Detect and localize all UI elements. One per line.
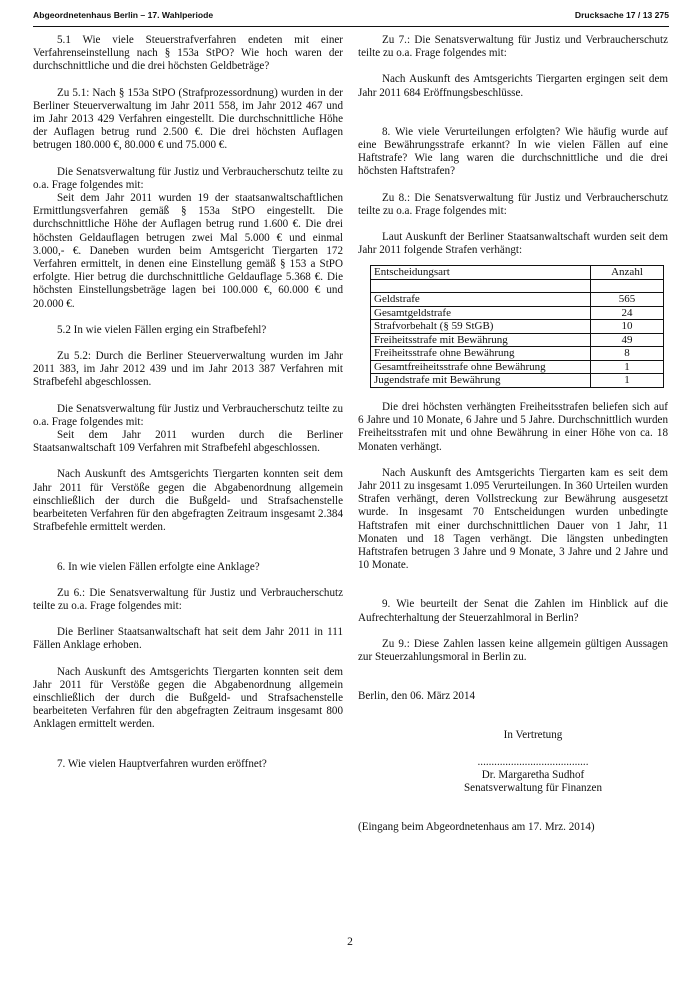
answer-8: Zu 8.: Die Senatsverwaltung für Justiz und Verbraucherschutz teilte zu o.a. Frage folgendes mit: bbox=[358, 191, 668, 217]
signature-dots: ........................................ bbox=[477, 755, 589, 768]
table-row bbox=[371, 293, 664, 307]
question-9: 9. Wie beurteilt der Senat die Zahlen im Hinblick auf die Aufrechterhaltung der Steuerzahlmoral in Berlin? bbox=[358, 598, 668, 624]
table-row bbox=[371, 347, 664, 361]
header-left: Abgeordnetenhaus Berlin – 17. Wahlperiode bbox=[33, 10, 214, 20]
answer-6: Zu 6.: Die Senatsverwaltung für Justiz und Verbraucherschutz teilte zu o.a. Frage folgendes mit: bbox=[33, 586, 343, 612]
table-cell-count: 49 bbox=[591, 333, 664, 347]
question-7: 7. Wie vielen Hauptverfahren wurden eröffnet? bbox=[57, 757, 267, 770]
table-cell-count: 1 bbox=[591, 374, 664, 388]
table-cell-label bbox=[371, 279, 591, 293]
answer-5-2: Zu 5.2: Durch die Berliner Steuerverwaltung wurden im Jahr 2011 383, im Jahr 2012 439 und im Jahr 2013 387 Verfahren mit Strafbefehl abgeschlossen. bbox=[33, 350, 343, 389]
table-cell-label: Gesamtfreiheitsstrafe ohne Bewährung bbox=[371, 360, 591, 374]
table-cell-label: Strafvorbehalt (§ 59 StGB) bbox=[371, 320, 591, 334]
amtsgericht-6: Nach Auskunft des Amtsgerichts Tiergarten konnten seit dem Jahr 2011 für Verstöße gegen die Abgabenordnung allgemein einschließlich der durch die Bußgeld- und Strafsachenstelle bearbeiteten Verfahren für den abgefragten Zeitraum insgesamt 800 Anklagen ermittelt werden. bbox=[33, 665, 343, 731]
table-header-row bbox=[371, 266, 664, 280]
table-row bbox=[371, 333, 664, 347]
header-right: Drucksache 17 / 13 275 bbox=[574, 10, 669, 20]
amtsgericht-5-2: Nach Auskunft des Amtsgerichts Tiergarten konnten seit dem Jahr 2011 für Verstöße gegen die Abgabenordnung allgemein einschließlich der durch die Bußgeld- und Strafsachenstelle bearbeiteten Verfahren für den abgefragten Zeitraum insgesamt 2.384 Strafbefehle ermittelt werden. bbox=[33, 468, 343, 534]
table-cell-count bbox=[591, 279, 664, 293]
table-cell-count: 24 bbox=[591, 306, 664, 320]
answer-9: Zu 9.: Diese Zahlen lassen keine allgemein gültigen Aussagen zur Steuerzahlungsmoral in Berlin zu. bbox=[358, 637, 668, 663]
eingang-note: (Eingang beim Abgeordnetenhaus am 17. Mrz. 2014) bbox=[358, 821, 595, 834]
senat-note-5-1: Die Senatsverwaltung für Justiz und Verbraucherschutz teilte zu o.a. Frage folgendes mit: bbox=[33, 165, 343, 191]
table-row bbox=[371, 320, 664, 334]
right-column bbox=[358, 34, 668, 834]
senat-note-5-2: Die Senatsverwaltung für Justiz und Verbraucherschutz teilte zu o.a. Frage folgendes mit: bbox=[33, 402, 343, 428]
table-row bbox=[371, 360, 664, 374]
in-vertretung: In Vertretung bbox=[503, 729, 563, 742]
answer-5-1: Zu 5.1: Nach § 153a StPO (Strafprozessordnung) wurden in der Berliner Steuerverwaltung im Jahr 2011 558, im Jahr 2012 467 und im Jahr 2013 429 Verfahren eingestellt. Die durchschnittliche Höhe der Auflagen betrug rund 2.500 €. Die drei höchsten Auflagen betrugen 180.000 €, 80.000 € und 75.000 €. bbox=[33, 86, 343, 152]
table-cell-count: Anzahl bbox=[591, 266, 664, 280]
signer-office: Senatsverwaltung für Finanzen bbox=[463, 782, 603, 794]
table-empty-row bbox=[371, 279, 664, 293]
staatsanwaltschaft-6: Die Berliner Staatsanwaltschaft hat seit dem Jahr 2011 in 111 Fällen Anklage erhoben. bbox=[33, 626, 343, 652]
table-cell-count: 8 bbox=[591, 347, 664, 361]
table-cell-label: Geldstrafe bbox=[371, 293, 591, 307]
amtsgericht-7: Nach Auskunft des Amtsgerichts Tiergarten ergingen seit dem Jahr 2011 684 Eröffnungsbeschlüsse. bbox=[358, 73, 668, 99]
table-row bbox=[371, 374, 664, 388]
staatsanwaltschaft-8: Laut Auskunft der Berliner Staatsanwaltschaft wurden seit dem Jahr 2011 folgende Strafen verhängt: bbox=[358, 231, 668, 257]
table-cell-count: 10 bbox=[591, 320, 664, 334]
table-row bbox=[371, 306, 664, 320]
question-5-2: 5.2 In wie vielen Fällen erging ein Strafbefehl? bbox=[57, 323, 267, 336]
question-8: 8. Wie viele Verurteilungen erfolgten? Wie häufig wurde auf eine Bewährungsstrafe erkannt? In wie vielen Fällen auf eine Haftstrafe? Wie lang waren die durchschnittliche und die drei höchsten Haftstrafen? bbox=[358, 125, 668, 178]
left-column bbox=[33, 34, 343, 771]
detail-5-1: Seit dem Jahr 2011 wurden 19 der staatsanwaltschaftlichen Ermittlungsverfahren gemäß § 153a StPO eingestellt. Die durchschnittliche Höhe der Auflagen betrug rund 1.600 €. Die drei höchsten Geldauflagen betrugen zwei Mal 5.000 € und einmal 3.000,- €. Daneben wurden beim Amtsgericht Tiergarten 172 Verfahren ermittelt, in denen eine Einstellung gemäß § 153 a StPO erfolgte. Hier betrug die durchschnittliche Geldauflage 5.368 €. Die höchsten Einstellungsbeträge lagen bei 100.000 €, 60.000 € und 20.000 €. bbox=[33, 192, 343, 310]
page-number: 2 bbox=[347, 936, 353, 948]
page-header bbox=[33, 10, 669, 24]
table-cell-label: Entscheidungsart bbox=[371, 266, 591, 280]
header-rule bbox=[33, 26, 669, 27]
table-cell-count: 1 bbox=[591, 360, 664, 374]
table-cell-label: Gesamtgeldstrafe bbox=[371, 306, 591, 320]
answer-7: Zu 7.: Die Senatsverwaltung für Justiz und Verbraucherschutz teilte zu o.a. Frage folgendes mit: bbox=[358, 34, 668, 60]
question-6: 6. In wie vielen Fällen erfolgte eine Anklage? bbox=[57, 560, 260, 573]
sentence-table bbox=[370, 265, 664, 388]
table-cell-label: Freiheitsstrafe ohne Bewährung bbox=[371, 347, 591, 361]
date-line: Berlin, den 06. März 2014 bbox=[358, 690, 476, 703]
amtsgericht-8: Nach Auskunft des Amtsgerichts Tiergarten kam es seit dem Jahr 2011 zu insgesamt 1.095 Verurteilungen. In 360 Urteilen wurden Strafen verhängt, deren Vollstreckung zur Bewährung ausgesetzt wurde. In insgesamt 70 Entscheidungen wurden unbedingte Haftstrafen mit einer durchschnittlichen Dauer von 1 Jahr, 11 Monaten und 18 Tagen verhängt. Die längsten unbedingten Haftstrafen betrugen 3 Jahre und 9 Monate, 3 Jahre und 2 Jahre und 10 Monate. bbox=[358, 466, 668, 572]
question-5-1: 5.1 Wie viele Steuerstrafverfahren endeten mit einer Verfahrenseinstellung nach § 153a StPO? Wie hoch waren der durchschnittliche und die drei höchsten Geldbeträge? bbox=[33, 34, 343, 73]
table-cell-label: Jugendstrafe mit Bewährung bbox=[371, 374, 591, 388]
detail-5-2: Seit dem Jahr 2011 wurden durch die Berliner Staatsanwaltschaft 109 Verfahren mit Strafbefehl abgeschlossen. bbox=[33, 429, 343, 455]
table-cell-label: Freiheitsstrafe mit Bewährung bbox=[371, 333, 591, 347]
freiheitsstrafen-8: Die drei höchsten verhängten Freiheitsstrafen beliefen sich auf 6 Jahre und 10 Monate, 6 Jahre und 5 Jahre. Durchschnittlich wurden Freiheitsstrafen mit und ohne Bewährung in einer Höhe von ca. 18 Monaten verhängt. bbox=[358, 400, 668, 453]
signer-name: Dr. Margaretha Sudhof bbox=[481, 768, 585, 781]
table-cell-count: 565 bbox=[591, 293, 664, 307]
